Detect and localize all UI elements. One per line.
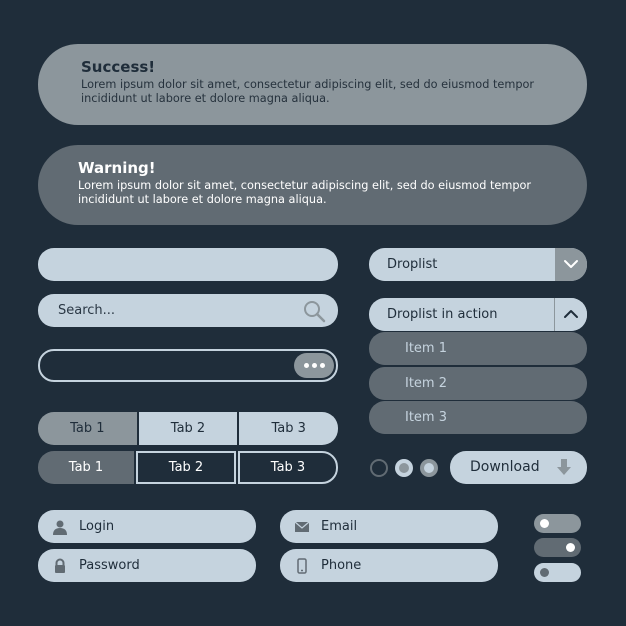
droplist-open[interactable]: [369, 298, 587, 331]
text-input[interactable]: [38, 248, 338, 281]
radio-dot: [424, 463, 434, 473]
email-label: Email: [321, 519, 358, 534]
password-field[interactable]: [38, 549, 256, 582]
radio-selected[interactable]: [395, 459, 413, 477]
options-input[interactable]: [38, 349, 338, 382]
droplist-item[interactable]: [369, 401, 587, 434]
droplist-item[interactable]: [369, 332, 587, 365]
droplist-item[interactable]: [369, 367, 587, 400]
download-label: Download: [470, 459, 540, 475]
dot-icon: [320, 363, 325, 368]
download-button[interactable]: [450, 451, 587, 484]
radio-empty[interactable]: [370, 459, 388, 477]
search-placeholder: Search...: [58, 303, 116, 318]
tab-1[interactable]: Tab 1: [38, 412, 137, 445]
user-icon: [52, 519, 68, 535]
toggle-switch[interactable]: [534, 514, 581, 533]
email-field[interactable]: [280, 510, 498, 543]
search-input[interactable]: [38, 294, 338, 327]
radio-selected-alt[interactable]: [420, 459, 438, 477]
radio-dot: [399, 463, 409, 473]
success-alert-title: Success!: [81, 58, 156, 76]
success-alert: [38, 44, 587, 125]
search-icon[interactable]: [302, 299, 326, 323]
tab-1[interactable]: Tab 1: [38, 451, 134, 484]
dot-icon: [312, 363, 317, 368]
tab-2[interactable]: Tab 2: [136, 451, 236, 484]
phone-label: Phone: [321, 558, 362, 573]
warning-alert-title: Warning!: [78, 159, 156, 177]
tab-2[interactable]: Tab 2: [139, 412, 238, 445]
success-alert-text: Lorem ipsum dolor sit amet, consectetur adipiscing elit, sed do eiusmod tempor incididunt ut labore et dolore magna aliqua.: [81, 78, 535, 105]
tab-3[interactable]: Tab 3: [238, 451, 338, 484]
lock-icon: [52, 558, 68, 574]
droplist-item-label: Item 2: [405, 376, 447, 391]
more-options-button[interactable]: [294, 353, 334, 378]
droplist[interactable]: [369, 248, 587, 281]
droplist-item-label: Item 1: [405, 341, 447, 356]
tab-bar-light: [38, 412, 338, 445]
dot-icon: [304, 363, 309, 368]
warning-alert: [38, 145, 587, 225]
chevron-down-icon: [555, 248, 587, 281]
arrow-down-icon: [557, 459, 571, 475]
droplist-label: Droplist: [387, 257, 438, 272]
tab-bar-dark: [38, 451, 338, 484]
phone-field[interactable]: [280, 549, 498, 582]
toggle-knob: [540, 568, 549, 577]
toggle-switch[interactable]: [534, 563, 581, 582]
tab-3[interactable]: Tab 3: [239, 412, 338, 445]
droplist-open-toggle[interactable]: [554, 298, 587, 331]
login-field[interactable]: [38, 510, 256, 543]
phone-icon: [294, 558, 310, 574]
toggle-knob: [566, 543, 575, 552]
login-label: Login: [79, 519, 115, 534]
droplist-toggle[interactable]: [555, 248, 587, 281]
droplist-open-label: Droplist in action: [387, 307, 498, 322]
chevron-up-icon: [555, 298, 587, 331]
password-label: Password: [79, 558, 140, 573]
toggle-switch[interactable]: [534, 538, 581, 557]
droplist-item-label: Item 3: [405, 410, 447, 425]
warning-alert-text: Lorem ipsum dolor sit amet, consectetur adipiscing elit, sed do eiusmod tempor incididunt ut labore et dolore magna aliqua.: [78, 179, 532, 206]
envelope-icon: [294, 519, 310, 535]
toggle-knob: [540, 519, 549, 528]
